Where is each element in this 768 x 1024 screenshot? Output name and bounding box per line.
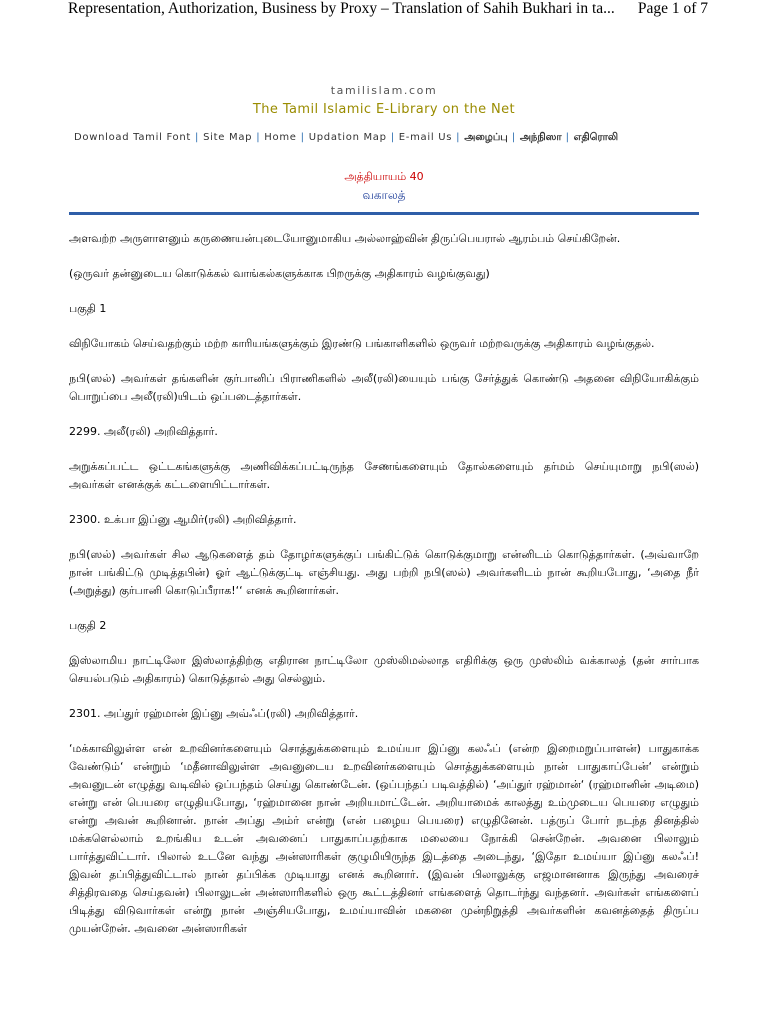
document-title: Representation, Authorization, Business by Proxy – Translation of Sahih Bukhari in ta... [68, 0, 615, 17]
nav-link-annisa[interactable]: அந்நிஸா [519, 132, 562, 143]
site-navigation [74, 132, 694, 144]
page-indicator: Page 1 of 7 [637, 0, 708, 17]
nav-separator: | [565, 132, 570, 143]
nav-link-home[interactable]: Home [264, 132, 297, 143]
nav-separator: | [390, 132, 395, 143]
nav-link-download-tamil-font[interactable]: Download Tamil Font [74, 132, 192, 143]
site-banner [0, 84, 768, 117]
paragraph-bismillah: அளவற்ற அருளாளனும் கருணையன்புடையோனுமாகிய அல்லாஹ்வின் திருப்பெயரால் ஆரம்பம் செய்கிறேன். [69, 232, 621, 245]
hadith-narrator: 2301. அப்துர் ரஹ்மான் இப்னு அவ்ஃப்(ரலி) அறிவித்தார். [69, 707, 359, 720]
horizontal-divider [69, 212, 699, 215]
chapter-heading [0, 170, 768, 204]
article-body [69, 230, 699, 938]
section-heading: பகுதி 1 [69, 302, 107, 315]
nav-separator: | [256, 132, 261, 143]
nav-separator: | [195, 132, 200, 143]
site-tagline: The Tamil Islamic E-Library on the Net [252, 102, 516, 117]
chapter-title: வகாலத் [362, 188, 406, 202]
paragraph: ‘மக்காவிலுள்ள என் உறவினர்களையும் சொத்துக்களையும் உமய்யா இப்னு கலஃப் (என்ற இறைமறுப்பாளன்) பாதுகாக்க வேண்டும்‘ என்றும் ‘மதீனாவிலுள்ள அவனுடைய உறவினர்களையும் சொத்துக்களையும் நான் பாதுகாப்பேன்‘ என்றும் அவனுடன் எழுத்து வடிவில் ஒப்பந்தம் செய்து கொண்டேன். (ஒப்பந்தப் படிவத்தில்) ‘அப்துர் ரஹ்மான்‘ (ரஹ்மானின் அடிமை) என்று என் பெயரை எழுதியபோது, ‘ரஹ்மானை நான் அறியமாட்டேன். அறியாமைக் காலத்து உம்முடைய பெயரை எழுதும் என்று அவன் கூறினான். நான் அப்து அம்ர் என்று (என் பழைய பெயரை) எழுதினேன். பத்ருப் போர் நடந்த தினத்தில் மக்களெல்லாம் உறங்கிய உடன் அவனைப் பாதுகாப்பதற்காக மலையை நோக்கி சென்றேன். அவனை பிலாலும் பார்த்துவிட்டார். பிலால் உடனே வந்து அன்ஸாரிகள் குழுமியிருந்த இடத்தை அடைந்து, ‘இதோ உமய்யா இப்னு கலஃப்! இவன் தப்பித்துவிட்டால் நான் தப்பிக்க முடியாது எனக் கூறினார். (இவன் பிலாலுக்கு எஜமானனாக இருந்து அவரைச் சித்திரவதை செய்தவன்) பிலாலுடன் அன்ஸாரிகளில் ஒரு கூட்டத்தினர் எங்களைத் தொடர்ந்து வந்தனர். அவர்கள் எங்களைப் பிடித்து விடுவார்கள் என்று நான் அஞ்சியபோது, உமய்யாவின் மகனை முன்நிறுத்தி அவர்களின் கவனத்தைத் திருப்ப முயன்றேன். அவனை அன்ஸாரிகள் [69, 742, 699, 935]
paragraph: நபி(ஸல்) அவர்கள் தங்களின் குர்பானிப் பிராணிகளில் அலீ(ரலி)யையும் பங்கு சேர்த்துக் கொண்டு அதனை விநியோகிக்கும் பொறுப்பை அலீ(ரலி)யிடம் ஒப்படைத்தார்கள். [69, 372, 699, 403]
nav-link-email-us[interactable]: E-mail Us [398, 132, 453, 143]
nav-link-ethiroli[interactable]: எதிரொலி [573, 132, 619, 143]
nav-separator: | [300, 132, 305, 143]
paragraph: விநியோகம் செய்வதற்கும் மற்ற காரியங்களுக்கும் இரண்டு பங்காளிகளில் ஒருவர் மற்றவருக்கு அதிகாரம் வழங்குதல். [69, 337, 655, 350]
section-heading: பகுதி 2 [69, 619, 107, 632]
hadith-narrator: 2299. அலீ(ரலி) அறிவித்தார். [69, 425, 218, 438]
paragraph: அறுக்கப்பட்ட ஒட்டகங்களுக்கு அணிவிக்கப்பட்டிருந்த சேணங்களையும் தோல்களையும் தர்மம் செய்யுமாறு நபி(ஸல்) அவர்கள் எனக்குக் கட்டளையிட்டார்கள். [69, 460, 699, 491]
nav-separator: | [456, 132, 461, 143]
print-header [68, 0, 708, 22]
chapter-number: அத்தியாயம் 40 [344, 170, 424, 183]
nav-link-azhaippu[interactable]: அழைப்பு [464, 132, 508, 143]
paragraph: நபி(ஸல்) அவர்கள் சில ஆடுகளைத் தம் தோழர்களுக்குப் பங்கிட்டுக் கொடுக்குமாறு என்னிடம் கொடுத்தார்கள். (அவ்வாறே நான் பங்கிட்டு முடித்தபின்) ஓர் ஆட்டுக்குட்டி எஞ்சியது. அது பற்றி நபி(ஸல்) அவர்களிடம் நான் கூறியபோது, ‘அதை நீர் (அறுத்து) குர்பானி கொடுப்பீராக!‘‘ எனக் கூறினார்கள். [69, 548, 699, 597]
paragraph-chapter-note: (ஒருவர் தன்னுடைய கொடுக்கல் வாங்கல்களுக்காக பிறருக்கு அதிகாரம் வழங்குவது) [69, 267, 490, 280]
hadith-narrator: 2300. உக்பா இப்னு ஆமிர்(ரலி) அறிவித்தார். [69, 513, 297, 526]
paragraph: இஸ்லாமிய நாட்டிலோ இஸ்லாத்திற்கு எதிரான நாட்டிலோ முஸ்லிமல்லாத எதிரிக்கு ஒரு முஸ்லிம் வக்காலத் (தன் சார்பாக செயல்படும் அதிகாரம்) கொடுத்தால் அது செல்லும். [69, 654, 699, 685]
nav-separator: | [511, 132, 516, 143]
nav-link-site-map[interactable]: Site Map [203, 132, 253, 143]
nav-link-updation-map[interactable]: Updation Map [308, 132, 387, 143]
site-name: tamilislam.com [330, 84, 438, 97]
